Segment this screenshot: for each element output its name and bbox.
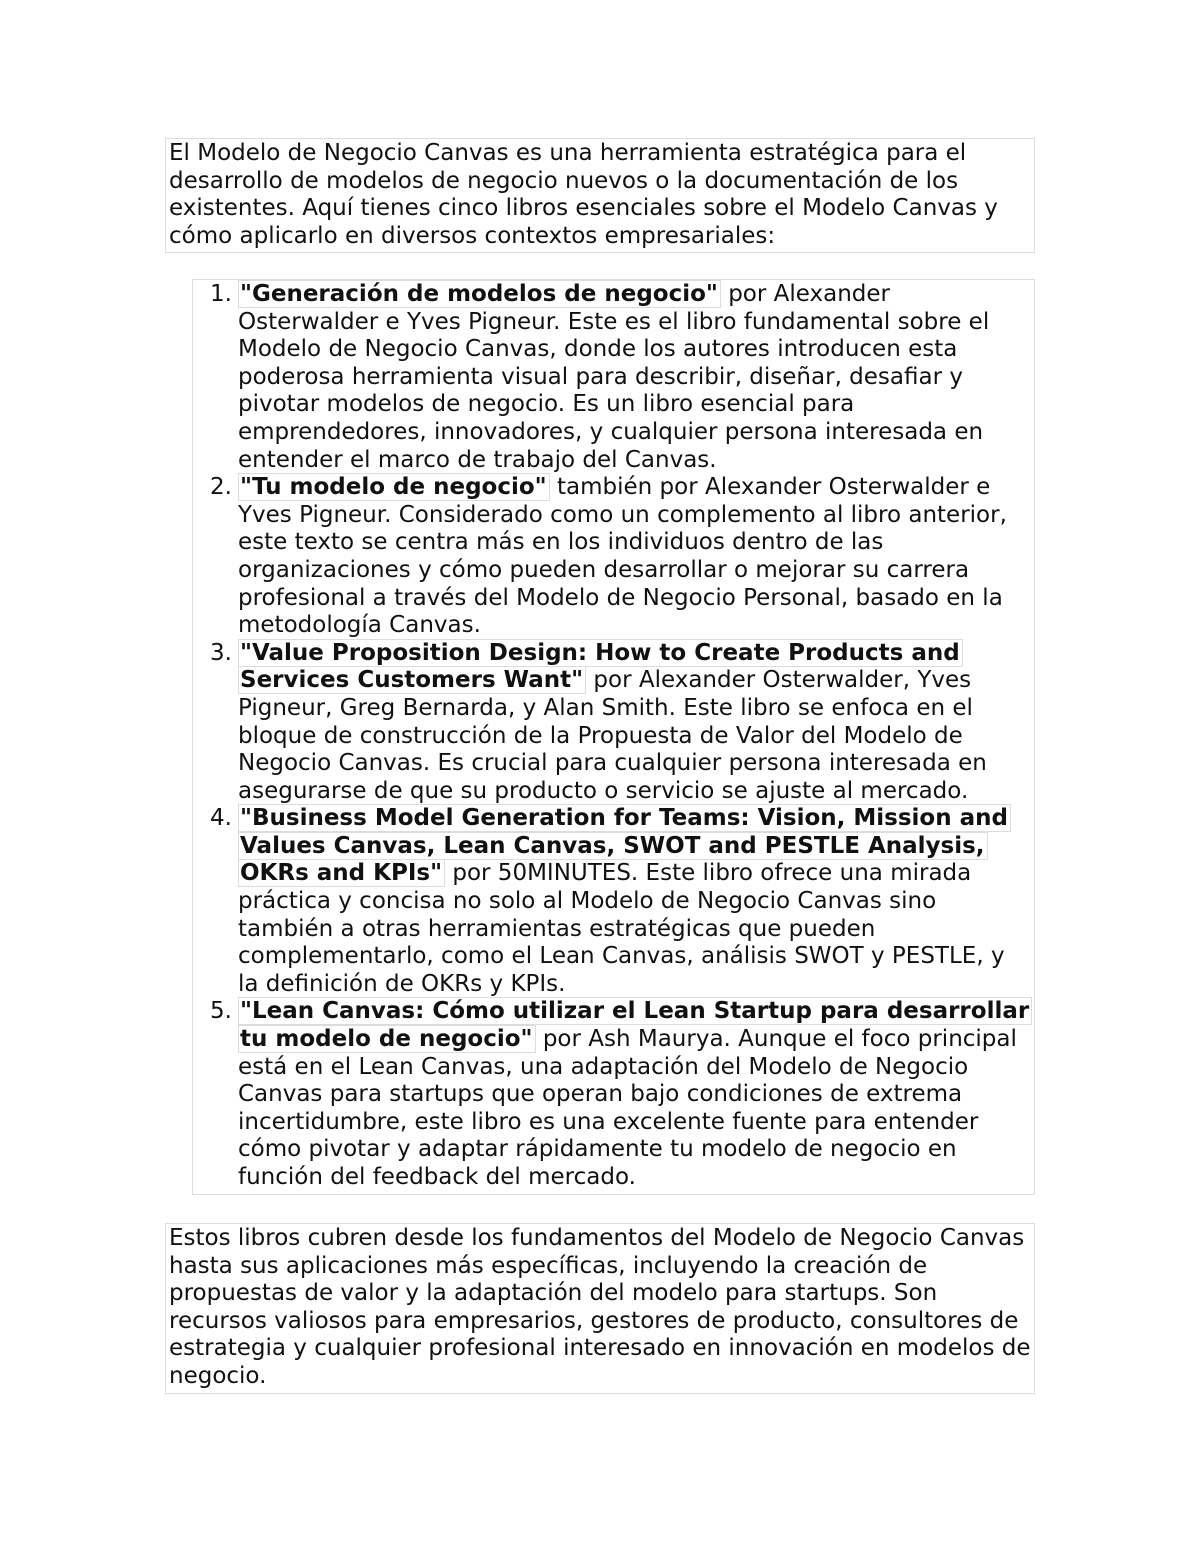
book-description: por Ash Maurya. Aunque el foco principal está en el Lean Canvas, una adaptación del Modelo de Negocio Canvas para startups que operan bajo condiciones de extrema incertidumbre, este libro es una excelente fuente para entender cómo pivotar y adaptar rápidamente tu modelo de negocio en función del feedback del mercado. — [238, 1026, 1017, 1190]
book-description: por Alexander Osterwalder e Yves Pigneur. Este es el libro fundamental sobre el Modelo de Negocio Canvas, donde los autores introducen esta poderosa herramienta visual para describir, diseñar, desafiar y pivotar modelos de negocio. Es un libro esencial para emprendedores, innovadores, y cualquier persona interesada en entender el marco de trabajo del Canvas. — [238, 281, 990, 473]
book-item-3 — [210, 639, 1031, 806]
book-number: 5. — [210, 998, 232, 1025]
book-item-5 — [210, 998, 1031, 1191]
book-item-1 — [210, 281, 1031, 474]
book-item-4 — [210, 805, 1031, 998]
book-description: por Alexander Osterwalder, Yves Pigneur, Greg Bernarda, y Alan Smith. Este libro se enfoca en el bloque de construcción de la Propuesta de Valor del Modelo de Negocio Canvas. Es crucial para cualquier persona interesada en asegurarse de que su producto o servicio se ajuste al mercado. — [238, 667, 987, 804]
book-description: también por Alexander Osterwalder e Yves Pigneur. Considerado como un complemento al libro anterior, este texto se centra más en los individuos dentro de las organizaciones y cómo pueden desarrollar o mejorar su carrera profesional a través del Modelo de Negocio Personal, basado en la metodología Canvas. — [238, 474, 1007, 639]
book-number: 1. — [210, 281, 232, 307]
intro-paragraph — [165, 138, 1035, 253]
book-description: por 50MINUTES. Este libro ofrece una mirada práctica y concisa no solo al Modelo de Negocio Canvas sino también a otras herramientas estratégicas que pueden complementarlo, como el Lean Canvas, análisis SWOT y PESTLE, y la definición de OKRs y KPIs. — [238, 860, 1005, 997]
outro-text: Estos libros cubren desde los fundamentos del Modelo de Negocio Canvas hasta sus aplicaciones más específicas, incluyendo la creación de propuestas de valor y la adaptación del modelo para startups. Son recursos valiosos para empresarios, gestores de producto, consultores de estrategia y cualquier profesional interesado en innovación en modelos de negocio. — [169, 1225, 1031, 1389]
outro-paragraph — [165, 1223, 1035, 1394]
book-title: "Business Model Generation for Teams: Vision, Mission and Values Canvas, Lean Canvas, SWOT and PESTLE Analysis, OKRs and KPIs" — [238, 804, 1011, 887]
book-number: 3. — [210, 639, 232, 666]
book-list — [210, 281, 1031, 1192]
intro-text: El Modelo de Negocio Canvas es una herramienta estratégica para el desarrollo de modelos de negocio nuevos o la documentación de los existentes. Aquí tienes cinco libros esenciales sobre el Modelo Canvas y cómo aplicarlo en diversos contextos empresariales: — [169, 140, 998, 249]
book-number: 2. — [210, 474, 232, 501]
book-number: 4. — [210, 805, 232, 832]
book-list-container — [192, 279, 1035, 1195]
book-title: "Value Proposition Design: How to Create Products and Services Customers Want" — [238, 639, 963, 695]
book-title: "Tu modelo de negocio" — [238, 473, 550, 501]
book-title: "Generación de modelos de negocio" — [238, 280, 721, 308]
book-item-2 — [210, 474, 1031, 640]
book-title: "Lean Canvas: Cómo utilizar el Lean Startup para desarrollar tu modelo de negocio" — [238, 997, 1032, 1053]
